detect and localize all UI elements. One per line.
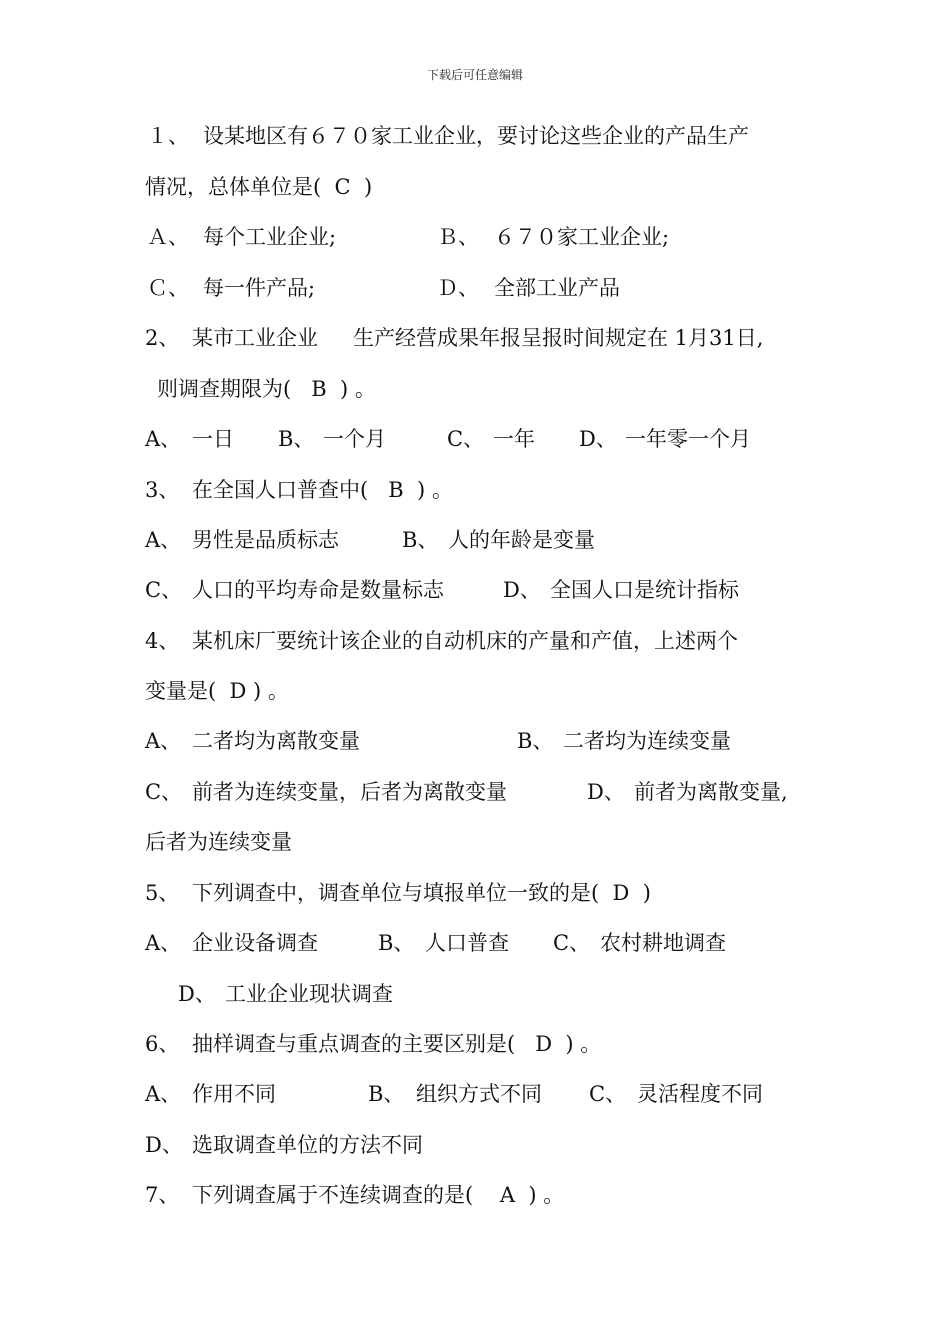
text-segment: D、 [587, 780, 625, 804]
text-segment: D、 [579, 427, 617, 451]
text-segment: 男性是品质标志 [192, 528, 339, 552]
text-segment: 全部工业产品 [494, 276, 620, 300]
text-line [0, 677, 950, 705]
text-segment: 二者均为连续变量 [563, 729, 731, 753]
text-segment: D、 [503, 578, 541, 602]
text-segment: C、 [145, 578, 183, 602]
text-segment: 人口普查 [425, 931, 509, 955]
text-line [0, 526, 950, 554]
text-line [0, 324, 950, 352]
text-segment: A、 [145, 931, 182, 955]
text-segment: Ｃ、 [147, 276, 189, 300]
text-segment: 则调查期限为( B ) 。 [157, 377, 376, 401]
text-line [0, 980, 950, 1008]
text-segment: D、 [178, 982, 216, 1006]
text-line [0, 274, 950, 302]
text-line [0, 476, 950, 504]
text-line [0, 173, 950, 201]
text-segment: ６７０家工业企业; [494, 225, 670, 249]
text-segment: 企业设备调查 [192, 931, 318, 955]
text-line [0, 375, 950, 403]
text-segment: 组织方式不同 [416, 1082, 542, 1106]
text-segment: 作用不同 [192, 1082, 276, 1106]
text-segment: 7、 [145, 1183, 180, 1207]
text-segment: Ｄ、 [437, 276, 479, 300]
text-segment: A、 [145, 729, 182, 753]
text-segment: C、 [447, 427, 485, 451]
text-segment: 在全国人口普查中( B ) 。 [192, 478, 453, 502]
text-segment: 变量是( D ) 。 [145, 679, 289, 703]
text-segment: 生产经营成果年报呈报时间规定在 1月31日, [353, 326, 764, 350]
text-segment: 一个月 [323, 427, 386, 451]
text-segment: A、 [145, 528, 182, 552]
text-segment: C、 [145, 780, 183, 804]
text-segment: A、 [145, 427, 182, 451]
text-line [0, 1080, 950, 1108]
text-segment: 人的年龄是变量 [448, 528, 595, 552]
text-segment: 下列调查中，调查单位与填报单位一致的是( D ) [192, 881, 651, 905]
text-segment: Ａ、 [147, 225, 189, 249]
text-segment: １、 [147, 124, 189, 148]
text-segment: 某机床厂要统计该企业的自动机床的产量和产值，上述两个 [192, 629, 738, 653]
text-line [0, 576, 950, 604]
text-segment: A、 [145, 1082, 182, 1106]
text-segment: 6、 [145, 1032, 180, 1056]
text-segment: 前者为离散变量, [634, 780, 788, 804]
text-line [0, 1131, 950, 1159]
text-line [0, 627, 950, 655]
text-segment: 下列调查属于不连续调查的是( A ) 。 [192, 1183, 565, 1207]
text-line [0, 1181, 950, 1209]
text-segment: 情况，总体单位是( C ) [145, 175, 373, 199]
text-line [0, 122, 950, 150]
text-segment: B、 [517, 729, 554, 753]
text-segment: 每一件产品; [203, 276, 316, 300]
text-segment: B、 [278, 427, 315, 451]
text-line [0, 778, 950, 806]
text-segment: 工业企业现状调查 [225, 982, 393, 1006]
text-segment: 一日 [192, 427, 234, 451]
text-segment: 人口的平均寿命是数量标志 [192, 578, 444, 602]
text-line [0, 1030, 950, 1058]
text-segment: B、 [378, 931, 415, 955]
page-header: 下载后可任意编辑 [426, 68, 523, 82]
text-segment: 全国人口是统计指标 [550, 578, 739, 602]
text-line [0, 929, 950, 957]
text-segment: 2、 [145, 326, 180, 350]
text-segment: Ｂ、 [437, 225, 479, 249]
text-segment: 选取调查单位的方法不同 [192, 1133, 423, 1157]
text-segment: 设某地区有６７０家工业企业，要讨论这些企业的产品生产 [203, 124, 749, 148]
text-line [0, 828, 950, 856]
text-segment: 3、 [145, 478, 180, 502]
text-segment: D、 [145, 1133, 183, 1157]
text-line [0, 425, 950, 453]
text-segment: 灵活程度不同 [637, 1082, 763, 1106]
text-line [0, 727, 950, 755]
text-line [0, 879, 950, 907]
text-segment: 每个工业企业; [203, 225, 337, 249]
text-segment: 农村耕地调查 [600, 931, 726, 955]
text-segment: 后者为连续变量 [145, 830, 292, 854]
text-line [0, 223, 950, 251]
text-segment: 抽样调查与重点调查的主要区别是( D ) 。 [192, 1032, 602, 1056]
text-segment: C、 [589, 1082, 627, 1106]
text-segment: 一年 [493, 427, 535, 451]
text-segment: B、 [368, 1082, 405, 1106]
text-segment: 某市工业企业 [192, 326, 318, 350]
text-segment: 4、 [145, 629, 180, 653]
text-segment: C、 [553, 931, 591, 955]
text-segment: B、 [402, 528, 439, 552]
text-segment: 5、 [145, 881, 180, 905]
text-segment: 二者均为离散变量 [192, 729, 360, 753]
text-segment: 一年零一个月 [625, 427, 751, 451]
text-segment: 前者为连续变量，后者为离散变量 [192, 780, 507, 804]
